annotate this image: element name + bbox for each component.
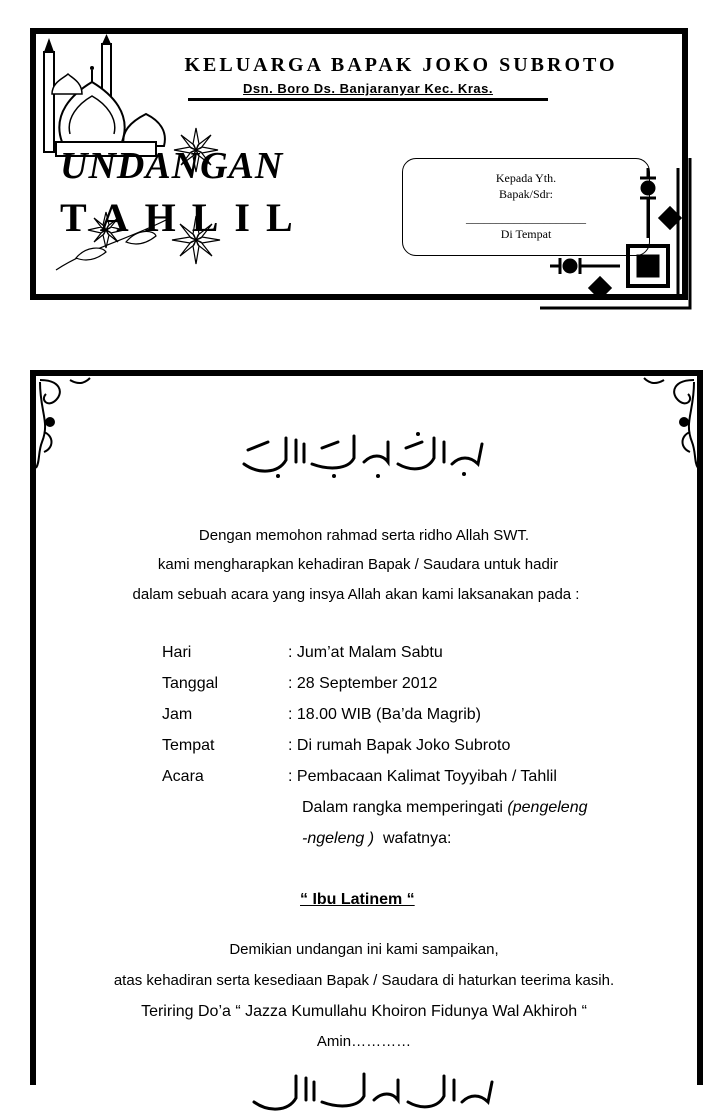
- continuation-italic: -ngeleng ): [302, 830, 375, 847]
- recipient-place: Di Tempat: [500, 227, 552, 241]
- family-title: KELUARGA BAPAK JOKO SUBROTO: [184, 54, 618, 76]
- family-address: Dsn. Boro Ds. Banjaranyar Kec. Kras.: [188, 81, 548, 101]
- detail-label: Acara: [162, 768, 204, 785]
- salam-calligraphy-bottom: [248, 1068, 498, 1114]
- salam-calligraphy-top: [238, 430, 488, 480]
- ornament-corner-left: [30, 372, 92, 472]
- detail-value: : 28 September 2012: [288, 675, 438, 692]
- closing-line-3: Teriring Do’a “ Jazza Kumullahu Khoiron Fidunya Wal Akhiroh “: [141, 1003, 587, 1020]
- detail-label: Hari: [162, 644, 192, 661]
- heading-tahlil: TAHLIL: [60, 195, 309, 240]
- continuation-text: wafatnya:: [374, 830, 452, 847]
- deceased-name: “ Ibu Latinem “: [300, 891, 415, 908]
- continuation-italic: (pengeleng: [507, 799, 588, 816]
- detail-event-continuation-2: [302, 830, 451, 848]
- continuation-text: Dalam rangka memperingati: [302, 799, 508, 816]
- closing-line-1: Demikian undangan ini kami sampaikan,: [229, 941, 499, 958]
- heading-undangan: UNDANGAN: [60, 145, 284, 187]
- ornament-corner-right: [636, 372, 704, 472]
- detail-label: Tempat: [162, 737, 215, 754]
- detail-label: Tanggal: [162, 675, 219, 692]
- detail-label: Jam: [162, 706, 193, 723]
- closing-line-2: atas kehadiran serta kesediaan Bapak / Saudara di haturkan teerima kasih.: [113, 972, 615, 989]
- recipient-name-blank: ____________________: [466, 211, 586, 225]
- detail-value: : Jum’at Malam Sabtu: [288, 644, 443, 661]
- opening-line-3: dalam sebuah acara yang insya Allah akan kami laksanakan pada :: [132, 586, 580, 603]
- detail-event-continuation-1: [302, 799, 588, 817]
- detail-value: : 18.00 WIB (Ba’da Magrib): [288, 706, 481, 723]
- opening-line-1: Dengan memohon rahmad serta ridho Allah SWT.: [198, 527, 530, 544]
- closing-amin: Amin…………: [316, 1033, 412, 1050]
- detail-value: : Di rumah Bapak Joko Subroto: [288, 737, 511, 754]
- recipient-to: Kepada Yth.: [495, 171, 557, 185]
- opening-line-2: kami mengharapkan kehadiran Bapak / Saudara untuk hadir: [157, 556, 559, 573]
- recipient-title: Bapak/Sdr:: [499, 187, 553, 201]
- detail-value: : Pembacaan Kalimat Toyyibah / Tahlil: [288, 768, 557, 785]
- ornament-corner-envelope: [540, 158, 700, 318]
